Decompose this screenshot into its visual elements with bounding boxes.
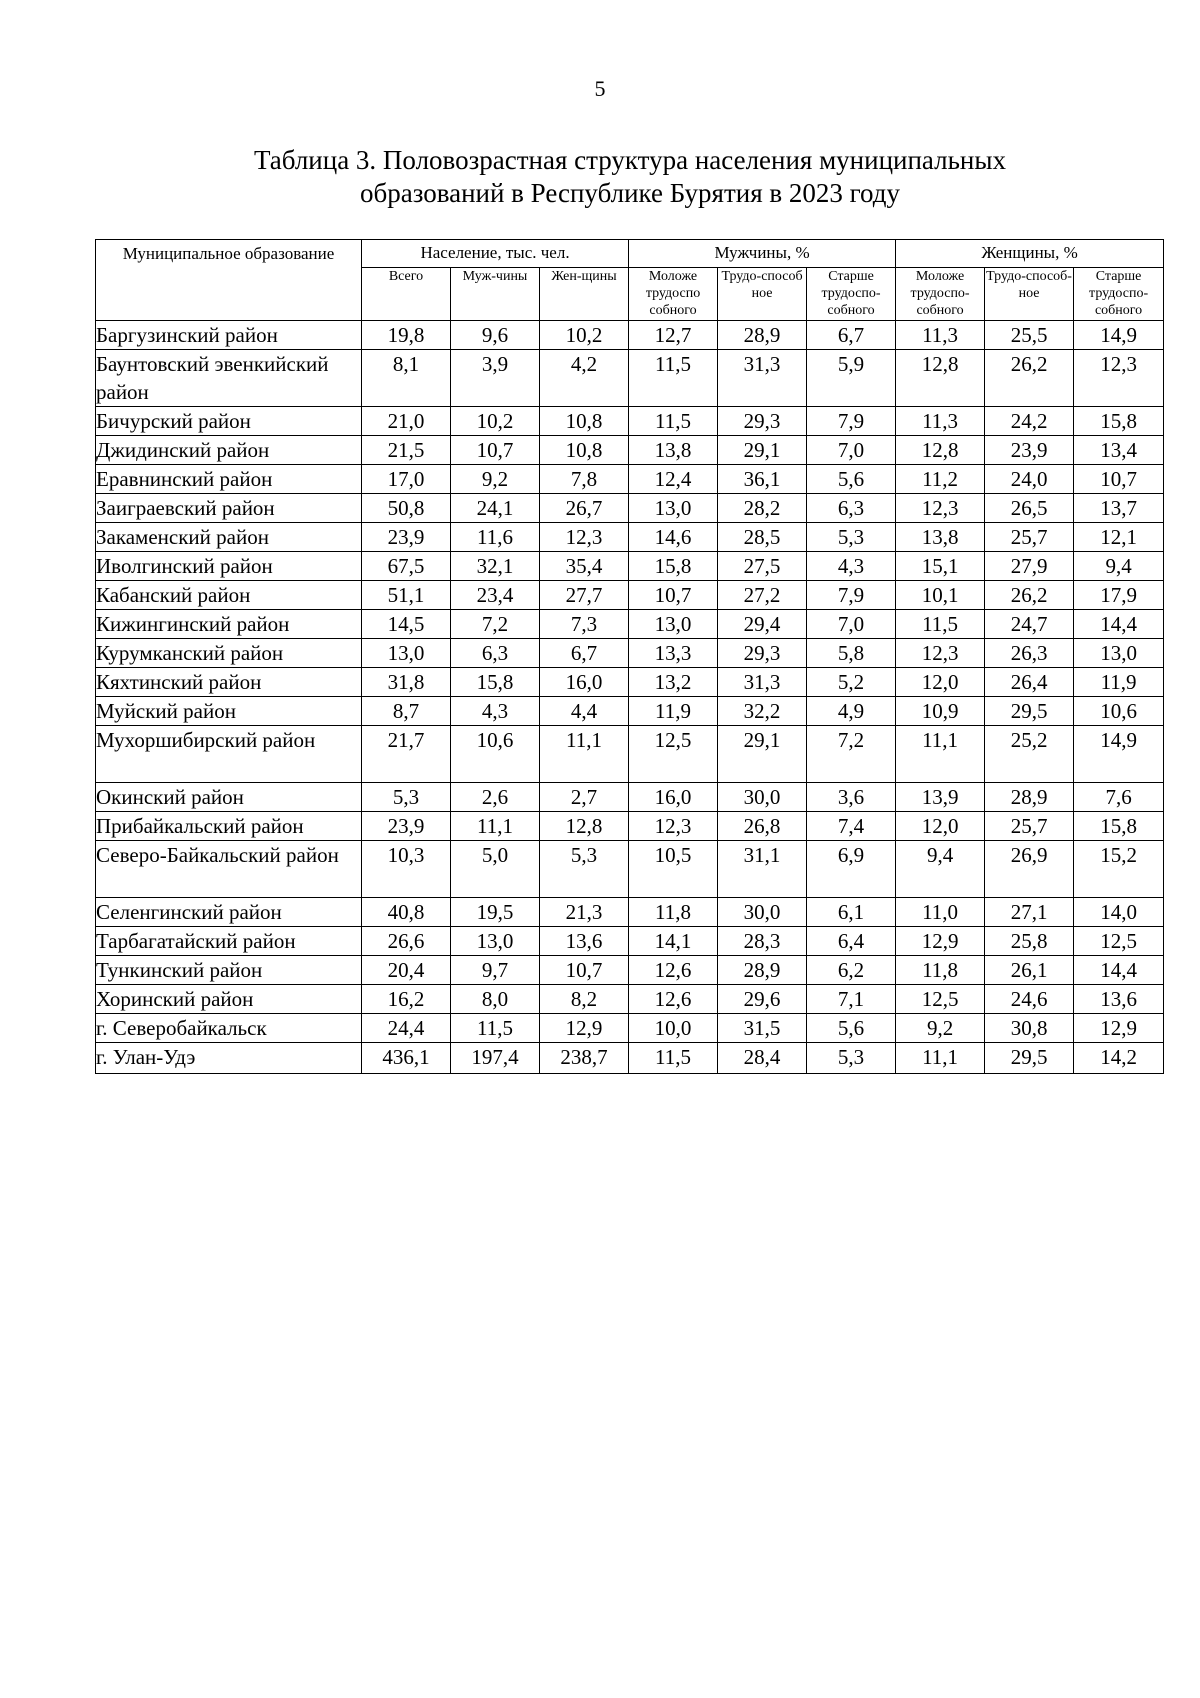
table-body xyxy=(96,321,1164,1074)
value-cell: 30,0 xyxy=(718,898,807,927)
value-cell: 13,8 xyxy=(896,523,985,552)
value-cell: 11,5 xyxy=(629,350,718,407)
table-row xyxy=(96,494,1164,523)
value-cell: 14,2 xyxy=(1074,1043,1164,1074)
value-cell: 25,7 xyxy=(985,523,1074,552)
value-cell: 31,3 xyxy=(718,350,807,407)
value-cell: 51,1 xyxy=(362,581,451,610)
value-cell: 11,5 xyxy=(896,610,985,639)
value-cell: 12,5 xyxy=(896,985,985,1014)
value-cell: 14,9 xyxy=(1074,726,1164,783)
table-row xyxy=(96,956,1164,985)
municipality-name-cell: Муйский район xyxy=(96,697,362,726)
value-cell: 5,9 xyxy=(807,350,896,407)
value-cell: 11,8 xyxy=(896,956,985,985)
municipality-name-cell: Хоринский район xyxy=(96,985,362,1014)
value-cell: 36,1 xyxy=(718,465,807,494)
value-cell: 21,3 xyxy=(540,898,629,927)
municipality-name-cell: Заиграевский район xyxy=(96,494,362,523)
value-cell: 24,7 xyxy=(985,610,1074,639)
value-cell: 6,3 xyxy=(451,639,540,668)
value-cell: 28,2 xyxy=(718,494,807,523)
municipality-name-cell: Баунтовский эвенкийский район xyxy=(96,350,362,407)
value-cell: 29,3 xyxy=(718,639,807,668)
value-cell: 12,0 xyxy=(896,812,985,841)
value-cell: 12,0 xyxy=(896,668,985,697)
municipality-name-cell: Прибайкальский район xyxy=(96,812,362,841)
column-header-men-over-working-age: Старше трудоспо-собного xyxy=(807,268,896,321)
value-cell: 23,9 xyxy=(362,523,451,552)
table-row xyxy=(96,639,1164,668)
table-title-line: Таблица 3. Половозрастная структура населения муниципальных xyxy=(253,145,1007,175)
value-cell: 5,8 xyxy=(807,639,896,668)
value-cell: 10,7 xyxy=(540,956,629,985)
value-cell: 28,9 xyxy=(718,321,807,350)
value-cell: 27,1 xyxy=(985,898,1074,927)
value-cell: 12,8 xyxy=(896,350,985,407)
value-cell: 3,6 xyxy=(807,783,896,812)
table-row xyxy=(96,581,1164,610)
value-cell: 28,9 xyxy=(985,783,1074,812)
municipality-name-cell: Кяхтинский район xyxy=(96,668,362,697)
value-cell: 15,8 xyxy=(1074,812,1164,841)
value-cell: 4,4 xyxy=(540,697,629,726)
value-cell: 4,3 xyxy=(807,552,896,581)
value-cell: 24,6 xyxy=(985,985,1074,1014)
value-cell: 6,4 xyxy=(807,927,896,956)
value-cell: 23,4 xyxy=(451,581,540,610)
table-row xyxy=(96,1043,1164,1074)
value-cell: 31,8 xyxy=(362,668,451,697)
value-cell: 12,8 xyxy=(896,436,985,465)
value-cell: 26,2 xyxy=(985,350,1074,407)
municipality-name-cell: Северо-Байкальский район xyxy=(96,841,362,898)
value-cell: 11,1 xyxy=(540,726,629,783)
table-row xyxy=(96,812,1164,841)
value-cell: 10,7 xyxy=(451,436,540,465)
population-structure-table xyxy=(95,239,1164,1074)
value-cell: 12,9 xyxy=(540,1014,629,1043)
municipality-name-cell: Селенгинский район xyxy=(96,898,362,927)
value-cell: 12,3 xyxy=(540,523,629,552)
value-cell: 10,5 xyxy=(629,841,718,898)
value-cell: 7,6 xyxy=(1074,783,1164,812)
value-cell: 5,3 xyxy=(807,523,896,552)
column-header-women: Жен-щины xyxy=(540,268,629,321)
value-cell: 11,5 xyxy=(629,407,718,436)
value-cell: 6,7 xyxy=(540,639,629,668)
value-cell: 14,1 xyxy=(629,927,718,956)
municipality-name-cell: Кабанский район xyxy=(96,581,362,610)
value-cell: 24,1 xyxy=(451,494,540,523)
value-cell: 11,3 xyxy=(896,407,985,436)
value-cell: 14,6 xyxy=(629,523,718,552)
value-cell: 26,3 xyxy=(985,639,1074,668)
group-header-women: Женщины, % xyxy=(896,240,1164,268)
value-cell: 7,2 xyxy=(807,726,896,783)
value-cell: 12,3 xyxy=(896,639,985,668)
value-cell: 10,7 xyxy=(1074,465,1164,494)
municipality-name-cell: Баргузинский район xyxy=(96,321,362,350)
table-row xyxy=(96,1014,1164,1043)
value-cell: 25,2 xyxy=(985,726,1074,783)
table-row xyxy=(96,898,1164,927)
value-cell: 31,3 xyxy=(718,668,807,697)
value-cell: 15,8 xyxy=(629,552,718,581)
value-cell: 197,4 xyxy=(451,1043,540,1074)
value-cell: 12,3 xyxy=(1074,350,1164,407)
table-row xyxy=(96,668,1164,697)
value-cell: 12,8 xyxy=(540,812,629,841)
value-cell: 17,0 xyxy=(362,465,451,494)
value-cell: 24,2 xyxy=(985,407,1074,436)
value-cell: 6,1 xyxy=(807,898,896,927)
municipality-name-cell: Курумканский район xyxy=(96,639,362,668)
value-cell: 29,3 xyxy=(718,407,807,436)
value-cell: 29,1 xyxy=(718,726,807,783)
value-cell: 13,7 xyxy=(1074,494,1164,523)
column-header-men: Муж-чины xyxy=(451,268,540,321)
municipality-name-cell: Мухоршибирский район xyxy=(96,726,362,783)
value-cell: 4,2 xyxy=(540,350,629,407)
value-cell: 9,4 xyxy=(1074,552,1164,581)
table-title-line: образований в Республике Бурятия в 2023 году xyxy=(359,178,901,208)
value-cell: 10,2 xyxy=(451,407,540,436)
value-cell: 24,4 xyxy=(362,1014,451,1043)
table-row xyxy=(96,985,1164,1014)
value-cell: 67,5 xyxy=(362,552,451,581)
value-cell: 5,0 xyxy=(451,841,540,898)
value-cell: 26,2 xyxy=(985,581,1074,610)
value-cell: 16,0 xyxy=(629,783,718,812)
value-cell: 6,2 xyxy=(807,956,896,985)
value-cell: 13,3 xyxy=(629,639,718,668)
value-cell: 12,6 xyxy=(629,985,718,1014)
value-cell: 4,3 xyxy=(451,697,540,726)
value-cell: 15,2 xyxy=(1074,841,1164,898)
value-cell: 14,5 xyxy=(362,610,451,639)
group-header-men: Мужчины, % xyxy=(629,240,896,268)
value-cell: 8,0 xyxy=(451,985,540,1014)
value-cell: 32,2 xyxy=(718,697,807,726)
value-cell: 11,5 xyxy=(451,1014,540,1043)
value-cell: 13,8 xyxy=(629,436,718,465)
value-cell: 7,0 xyxy=(807,436,896,465)
value-cell: 12,3 xyxy=(896,494,985,523)
table-row xyxy=(96,350,1164,407)
value-cell: 11,9 xyxy=(1074,668,1164,697)
column-header-total: Всего xyxy=(362,268,451,321)
municipality-name-cell: г. Северобайкальск xyxy=(96,1014,362,1043)
value-cell: 13,0 xyxy=(629,610,718,639)
value-cell: 12,5 xyxy=(1074,927,1164,956)
column-header-women-over-working-age: Старше трудоспо-собного xyxy=(1074,268,1164,321)
value-cell: 12,5 xyxy=(629,726,718,783)
column-header-men-working-age: Трудо-способ ное xyxy=(718,268,807,321)
value-cell: 27,7 xyxy=(540,581,629,610)
value-cell: 10,8 xyxy=(540,436,629,465)
value-cell: 12,6 xyxy=(629,956,718,985)
value-cell: 12,7 xyxy=(629,321,718,350)
value-cell: 7,9 xyxy=(807,581,896,610)
value-cell: 13,6 xyxy=(1074,985,1164,1014)
value-cell: 9,2 xyxy=(896,1014,985,1043)
value-cell: 13,4 xyxy=(1074,436,1164,465)
column-header-men-under-working-age: Моложе трудоспо собного xyxy=(629,268,718,321)
value-cell: 23,9 xyxy=(985,436,1074,465)
value-cell: 24,0 xyxy=(985,465,1074,494)
value-cell: 50,8 xyxy=(362,494,451,523)
table-row xyxy=(96,552,1164,581)
value-cell: 2,6 xyxy=(451,783,540,812)
value-cell: 26,6 xyxy=(362,927,451,956)
municipality-name-cell: Тункинский район xyxy=(96,956,362,985)
group-header-population: Население, тыс. чел. xyxy=(362,240,629,268)
value-cell: 6,9 xyxy=(807,841,896,898)
value-cell: 13,6 xyxy=(540,927,629,956)
municipality-name-cell: Окинский район xyxy=(96,783,362,812)
value-cell: 11,0 xyxy=(896,898,985,927)
value-cell: 2,7 xyxy=(540,783,629,812)
value-cell: 27,9 xyxy=(985,552,1074,581)
value-cell: 14,9 xyxy=(1074,321,1164,350)
value-cell: 28,3 xyxy=(718,927,807,956)
value-cell: 26,7 xyxy=(540,494,629,523)
value-cell: 16,0 xyxy=(540,668,629,697)
value-cell: 14,4 xyxy=(1074,956,1164,985)
column-header-women-working-age: Трудо-способ-ное xyxy=(985,268,1074,321)
value-cell: 13,2 xyxy=(629,668,718,697)
municipality-name-cell: г. Улан-Удэ xyxy=(96,1043,362,1074)
table-row xyxy=(96,465,1164,494)
value-cell: 26,8 xyxy=(718,812,807,841)
value-cell: 11,6 xyxy=(451,523,540,552)
value-cell: 11,1 xyxy=(451,812,540,841)
column-header-municipality: Муниципальное образование xyxy=(96,240,362,321)
municipality-name-cell: Кижингинский район xyxy=(96,610,362,639)
value-cell: 238,7 xyxy=(540,1043,629,1074)
value-cell: 15,8 xyxy=(1074,407,1164,436)
value-cell: 28,4 xyxy=(718,1043,807,1074)
value-cell: 12,1 xyxy=(1074,523,1164,552)
value-cell: 29,6 xyxy=(718,985,807,1014)
value-cell: 10,8 xyxy=(540,407,629,436)
value-cell: 14,4 xyxy=(1074,610,1164,639)
municipality-name-cell: Бичурский район xyxy=(96,407,362,436)
value-cell: 10,2 xyxy=(540,321,629,350)
value-cell: 40,8 xyxy=(362,898,451,927)
value-cell: 23,9 xyxy=(362,812,451,841)
table-row xyxy=(96,841,1164,898)
value-cell: 28,9 xyxy=(718,956,807,985)
table-row xyxy=(96,610,1164,639)
value-cell: 27,2 xyxy=(718,581,807,610)
value-cell: 32,1 xyxy=(451,552,540,581)
value-cell: 29,5 xyxy=(985,1043,1074,1074)
value-cell: 6,7 xyxy=(807,321,896,350)
value-cell: 10,6 xyxy=(451,726,540,783)
value-cell: 12,3 xyxy=(629,812,718,841)
value-cell: 26,4 xyxy=(985,668,1074,697)
table-row xyxy=(96,726,1164,783)
value-cell: 25,5 xyxy=(985,321,1074,350)
value-cell: 29,1 xyxy=(718,436,807,465)
value-cell: 27,5 xyxy=(718,552,807,581)
value-cell: 29,4 xyxy=(718,610,807,639)
value-cell: 26,5 xyxy=(985,494,1074,523)
value-cell: 28,5 xyxy=(718,523,807,552)
value-cell: 11,9 xyxy=(629,697,718,726)
table-row xyxy=(96,436,1164,465)
value-cell: 15,8 xyxy=(451,668,540,697)
table-row xyxy=(96,697,1164,726)
value-cell: 5,3 xyxy=(807,1043,896,1074)
value-cell: 9,6 xyxy=(451,321,540,350)
value-cell: 5,6 xyxy=(807,465,896,494)
value-cell: 15,1 xyxy=(896,552,985,581)
value-cell: 7,1 xyxy=(807,985,896,1014)
value-cell: 30,0 xyxy=(718,783,807,812)
value-cell: 5,3 xyxy=(362,783,451,812)
value-cell: 7,4 xyxy=(807,812,896,841)
value-cell: 10,0 xyxy=(629,1014,718,1043)
value-cell: 7,2 xyxy=(451,610,540,639)
value-cell: 5,3 xyxy=(540,841,629,898)
value-cell: 7,9 xyxy=(807,407,896,436)
value-cell: 11,1 xyxy=(896,1043,985,1074)
value-cell: 12,9 xyxy=(1074,1014,1164,1043)
value-cell: 5,2 xyxy=(807,668,896,697)
value-cell: 26,1 xyxy=(985,956,1074,985)
value-cell: 11,8 xyxy=(629,898,718,927)
value-cell: 29,5 xyxy=(985,697,1074,726)
column-header-women-under-working-age: Моложе трудоспо-собного xyxy=(896,268,985,321)
value-cell: 13,9 xyxy=(896,783,985,812)
value-cell: 13,0 xyxy=(451,927,540,956)
value-cell: 13,0 xyxy=(629,494,718,523)
value-cell: 6,3 xyxy=(807,494,896,523)
value-cell: 4,9 xyxy=(807,697,896,726)
value-cell: 12,9 xyxy=(896,927,985,956)
value-cell: 10,6 xyxy=(1074,697,1164,726)
value-cell: 10,1 xyxy=(896,581,985,610)
value-cell: 7,8 xyxy=(540,465,629,494)
value-cell: 9,2 xyxy=(451,465,540,494)
page-number: 5 xyxy=(594,76,606,101)
value-cell: 17,9 xyxy=(1074,581,1164,610)
value-cell: 7,3 xyxy=(540,610,629,639)
municipality-name-cell: Тарбагатайский район xyxy=(96,927,362,956)
value-cell: 31,5 xyxy=(718,1014,807,1043)
value-cell: 14,0 xyxy=(1074,898,1164,927)
value-cell: 8,2 xyxy=(540,985,629,1014)
value-cell: 10,9 xyxy=(896,697,985,726)
value-cell: 12,4 xyxy=(629,465,718,494)
value-cell: 26,9 xyxy=(985,841,1074,898)
value-cell: 9,4 xyxy=(896,841,985,898)
value-cell: 13,0 xyxy=(1074,639,1164,668)
value-cell: 11,1 xyxy=(896,726,985,783)
municipality-name-cell: Еравнинский район xyxy=(96,465,362,494)
table-row xyxy=(96,523,1164,552)
value-cell: 8,7 xyxy=(362,697,451,726)
municipality-name-cell: Закаменский район xyxy=(96,523,362,552)
value-cell: 35,4 xyxy=(540,552,629,581)
value-cell: 10,3 xyxy=(362,841,451,898)
value-cell: 21,0 xyxy=(362,407,451,436)
table-row xyxy=(96,783,1164,812)
value-cell: 5,6 xyxy=(807,1014,896,1043)
value-cell: 10,7 xyxy=(629,581,718,610)
table-row xyxy=(96,407,1164,436)
value-cell: 9,7 xyxy=(451,956,540,985)
value-cell: 25,8 xyxy=(985,927,1074,956)
table-title xyxy=(150,144,1110,210)
value-cell: 436,1 xyxy=(362,1043,451,1074)
value-cell: 11,2 xyxy=(896,465,985,494)
municipality-name-cell: Джидинский район xyxy=(96,436,362,465)
value-cell: 19,5 xyxy=(451,898,540,927)
value-cell: 11,3 xyxy=(896,321,985,350)
value-cell: 16,2 xyxy=(362,985,451,1014)
value-cell: 21,5 xyxy=(362,436,451,465)
value-cell: 25,7 xyxy=(985,812,1074,841)
municipality-name-cell: Иволгинский район xyxy=(96,552,362,581)
value-cell: 13,0 xyxy=(362,639,451,668)
value-cell: 31,1 xyxy=(718,841,807,898)
value-cell: 21,7 xyxy=(362,726,451,783)
table-row xyxy=(96,927,1164,956)
value-cell: 30,8 xyxy=(985,1014,1074,1043)
table-row xyxy=(96,321,1164,350)
value-cell: 19,8 xyxy=(362,321,451,350)
value-cell: 8,1 xyxy=(362,350,451,407)
value-cell: 7,0 xyxy=(807,610,896,639)
value-cell: 11,5 xyxy=(629,1043,718,1074)
value-cell: 3,9 xyxy=(451,350,540,407)
value-cell: 20,4 xyxy=(362,956,451,985)
